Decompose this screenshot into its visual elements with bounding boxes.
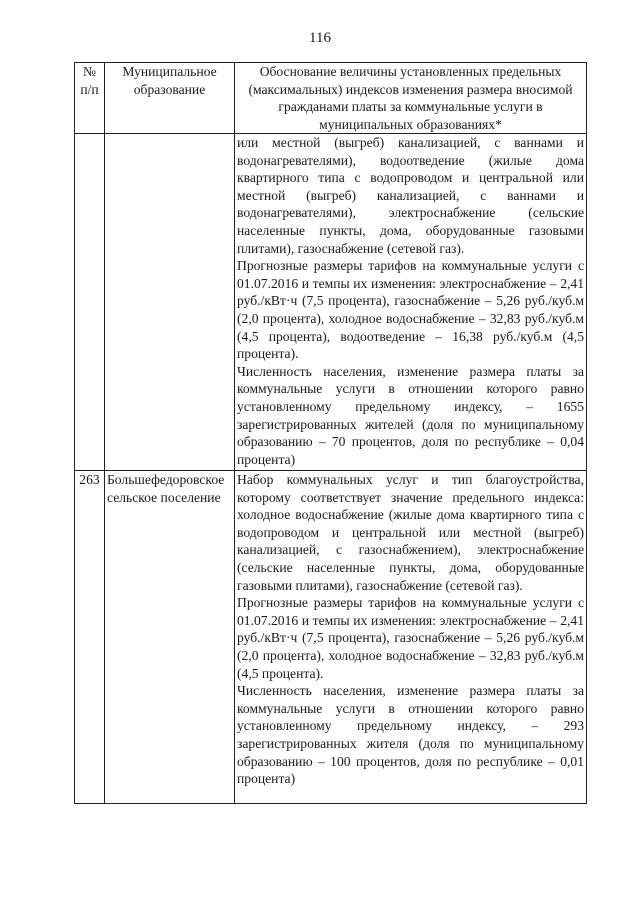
row-justification-cell bbox=[235, 134, 587, 471]
table-row bbox=[75, 134, 587, 471]
header-num bbox=[75, 63, 105, 134]
justification-paragraph: Прогнозные размеры тарифов на коммунальные услуги с 01.07.2016 и темпы их изменения: электроснабжение – 2,41 руб./кВт·ч (7,5 процента), газоснабжение – 5,26 руб./куб.м (2,0 процента), холодное водоснабжение – 32,83 руб./куб.м (4,5 процента), водоотведение – 16,38 руб./куб.м (4,5 процента). bbox=[237, 258, 584, 362]
table-header-row bbox=[75, 63, 587, 134]
justification-paragraph: Прогнозные размеры тарифов на коммунальные услуги с 01.07.2016 и темпы их изменения: электроснабжение – 2,41 руб./кВт·ч (7,5 процента), газоснабжение – 5,26 руб./куб.м (2,0 процента), холодное водоснабжение – 32,83 руб./куб.м (4,5 процента). bbox=[237, 595, 584, 681]
header-justification-text: Обоснование величины установленных предельных (максимальных) индексов изменения размера вносимой гражданами платы за коммунальные услуги в муниципальных образованиях* bbox=[248, 64, 573, 132]
row-num-cell: 263 bbox=[75, 471, 105, 804]
justification-paragraph: или местной (выгреб) канализацией, с ваннами и водонагревателями), водоотведение (жилые дома квартирного типа с водопроводом и центральной или местной (выгреб) канализацией, с ваннами и водонагревателями), электроснабжение (сельские населенные пункты, дома, оборудованные газовыми плитами), газоснабжение (сетевой газ). bbox=[237, 135, 584, 256]
row-municipality-cell: Большефедоровское сельское поселение bbox=[105, 471, 235, 804]
justification-paragraph: Набор коммунальных услуг и тип благоустройства, которому соответствует значение предельного индекса: холодное водоснабжение (жилые дома квартирного типа с водопроводом и центральной или местной (выгреб) канализацией, с газоснабжением), электроснабжение (сельские населенные пункты, дома, оборудованные газовыми плитами), газоснабжение (сетевой газ). bbox=[237, 472, 584, 593]
header-justification bbox=[235, 63, 587, 134]
justification-paragraph: Численность населения, изменение размера платы за коммунальные услуги в отношении которого равно установленному предельному индексу, – 1655 зарегистрированных жителей (доля по муниципальному образованию – 70 процентов, доля по республике – 0,04 процента) bbox=[237, 363, 584, 467]
header-municipality bbox=[105, 63, 235, 134]
indices-table bbox=[74, 62, 587, 804]
justification-paragraph: Численность населения, изменение размера платы за коммунальные услуги в отношении которого равно установленному предельному индексу, – 293 зарегистрированных жителя (доля по муниципальному образованию – 100 процентов, доля по республике – 0,01 процента) bbox=[237, 683, 584, 787]
row-justification-cell bbox=[235, 471, 587, 804]
row-municipality-cell bbox=[105, 134, 235, 471]
table-row bbox=[75, 471, 587, 804]
header-num-text: № п/п bbox=[80, 64, 99, 97]
page-number: 116 bbox=[309, 30, 331, 46]
header-municipality-text: Муниципальное образование bbox=[122, 64, 217, 97]
row-num-cell bbox=[75, 134, 105, 471]
